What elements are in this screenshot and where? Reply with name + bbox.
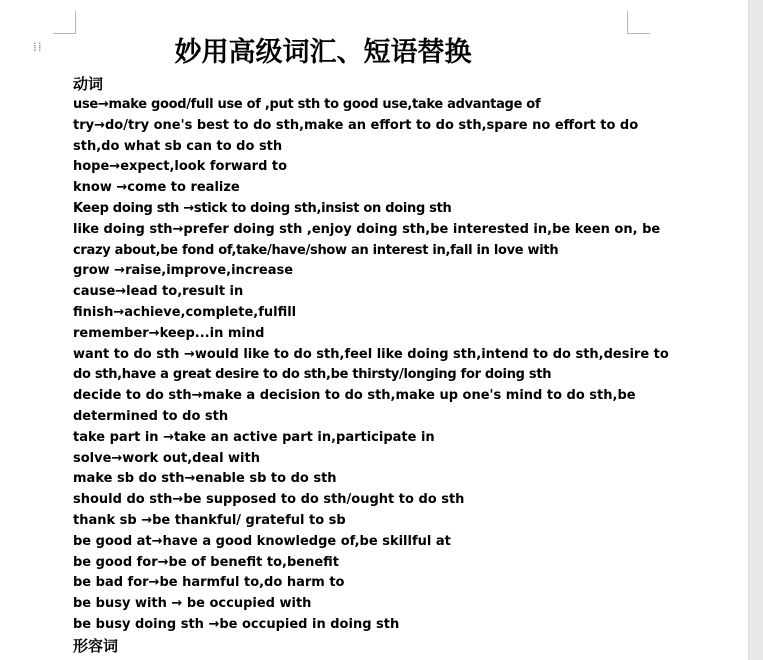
phrase-line: want to do sth →would like to do sth,feel like doing sth,intend to do sth,desire to [73, 346, 669, 362]
phrase-line: be busy with → be occupied with [73, 596, 312, 612]
phrase-line: determined to do sth [73, 408, 229, 424]
phrase-line: make sb do sth→enable sb to do sth [73, 471, 337, 487]
phrase-line: use→make good/full use of ,put sth to good use,take advantage of [73, 97, 541, 112]
page-margin-corner-top-left [53, 11, 76, 34]
phrase-line: sth,do what sb can to do sth [73, 138, 283, 154]
document-title: 妙用高级词汇、短语替换 [174, 37, 472, 68]
phrase-line: be busy doing sth →be occupied in doing sth [73, 616, 400, 632]
phrase-line: cause→lead to,result in [73, 284, 244, 300]
phrase-line: crazy about,be fond of,take/have/show an interest in,fall in love with [73, 242, 559, 258]
phrase-line: like doing sth→prefer doing sth ,enjoy doing sth,be interested in,be keen on, be [73, 221, 661, 237]
phrase-line: should do sth→be supposed to do sth/ought to do sth [73, 492, 465, 508]
phrase-line: be good for→be of benefit to,benefit [73, 554, 339, 570]
phrase-line: do sth,have a great desire to do sth,be thirsty/longing for doing sth [73, 367, 552, 383]
section-heading-adjectives: 形容词 [73, 637, 119, 655]
phrase-line: be good at→have a good knowledge of,be skillful at [73, 533, 451, 549]
phrase-line: decide to do sth→make a decision to do sth,make up one's mind to do sth,be [73, 388, 636, 404]
phrase-line: solve→work out,deal with [73, 450, 260, 466]
drag-handle-icon[interactable]: ⁞⁞ [33, 40, 43, 54]
phrase-line: know →come to realize [73, 180, 240, 196]
phrase-line: finish→achieve,complete,fulfill [73, 304, 297, 320]
vertical-scrollbar[interactable] [748, 0, 763, 660]
page-margin-corner-top-right [627, 11, 650, 34]
phrase-line: be bad for→be harmful to,do harm to [73, 575, 345, 591]
phrase-line: hope→expect,look forward to [73, 159, 288, 175]
phrase-line: grow →raise,improve,increase [73, 263, 294, 279]
phrase-list [73, 95, 669, 636]
phrase-line: thank sb →be thankful/ grateful to sb [73, 512, 346, 528]
phrase-line: Keep doing sth →stick to doing sth,insist on doing sth [73, 200, 452, 216]
section-heading-verbs: 动词 [73, 75, 104, 93]
phrase-line: take part in →take an active part in,participate in [73, 429, 435, 445]
phrase-line: try→do/try one's best to do sth,make an effort to do sth,spare no effort to do [73, 117, 639, 133]
phrase-line: remember→keep...in mind [73, 325, 265, 341]
